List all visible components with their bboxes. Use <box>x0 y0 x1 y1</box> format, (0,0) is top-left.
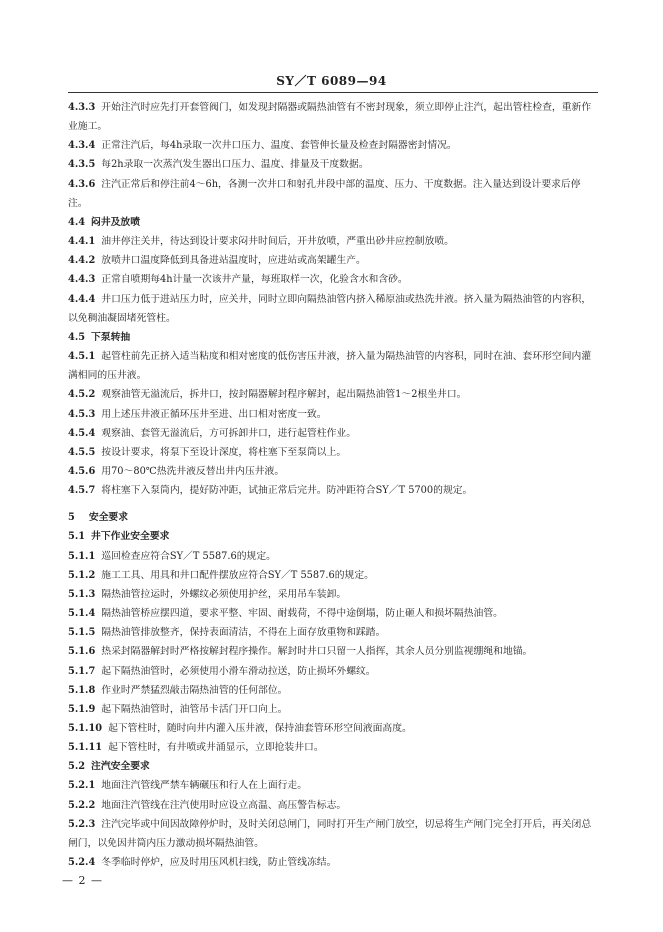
clause-number: 4.5.4 <box>68 427 96 439</box>
clause-number: 4.3.3 <box>68 102 96 113</box>
clause-text: 冬季临时停炉，应及时用压风机扫线，防止管线冻结。 <box>101 857 337 869</box>
clause-number: 5.2.3 <box>68 818 96 830</box>
clause-4-5-1 <box>68 347 598 385</box>
clause-4-5-3 <box>68 405 598 424</box>
clause-4-4-1 <box>68 232 598 251</box>
section-spacer <box>68 500 598 508</box>
clause-number: 5.1.10 <box>68 723 103 734</box>
clause-text: 注汽正常后和停注前4～6h，各测一次井口和射孔井段中部的温度、压力、干度数据。注入量达到设计要求后停注。 <box>68 178 581 209</box>
clause-5-2-2 <box>68 796 598 815</box>
heading-title: 下泵转抽 <box>91 331 131 343</box>
clause-text: 起下隔热油管时，油管吊卡活门开口向上。 <box>101 703 288 715</box>
clause-4-4-2 <box>68 251 598 270</box>
clause-5-1-6 <box>68 642 598 661</box>
heading-5 <box>68 508 598 527</box>
clause-number: 5.2.2 <box>68 799 96 811</box>
heading-title: 安全要求 <box>88 512 129 524</box>
clause-text: 油井停注关井，待达到设计要求闷井时间后，开井放喷，严重出砂井应控制放喷。 <box>101 236 454 248</box>
clause-text: 注汽完毕或中间因故障停炉时，及时关闭总闸门，同时打开生产闸门放空，切忌将生产闸门完全打开后，再关闭总闸门，以免因井筒内压力激动损坏隔热油管。 <box>68 818 592 849</box>
heading-number: 5.1 <box>68 531 86 543</box>
clause-5-1-11 <box>68 738 598 757</box>
clause-5-1-5 <box>68 623 598 642</box>
clause-text: 正常注汽后，每4h录取一次井口压力、温度、套管伸长量及检查封隔器密封情况。 <box>101 140 457 152</box>
heading-title: 注汽安全要求 <box>91 761 150 773</box>
clause-text: 巡回检查应符合SY／T 5587.6的规定。 <box>101 550 276 562</box>
clause-text: 隔热油管拉运时，外螺纹必须使用护丝，采用吊车装卸。 <box>101 588 347 600</box>
clause-4-3-3 <box>68 98 598 136</box>
clause-number: 5.1.6 <box>68 646 96 658</box>
clause-number: 4.3.4 <box>68 140 96 152</box>
clause-text: 将柱塞下入泵筒内，提好防冲距，试抽正常后完井。防冲距符合SY／T 5700的规定。 <box>101 485 473 497</box>
clause-text: 正常自喷期每4h计量一次该井产量，每班取样一次，化验含水和含砂。 <box>101 274 408 286</box>
clause-number: 5.2.1 <box>68 780 96 792</box>
clause-number: 4.3.5 <box>68 159 96 171</box>
clause-4-5-7 <box>68 481 598 500</box>
clause-text: 隔热油管桥应摆四道，要求平整、牢固、耐载荷，不得中途倒塌，防止砸人和损坏隔热油管。 <box>101 608 503 620</box>
heading-number: 5.2 <box>68 761 86 773</box>
clause-number: 5.1.9 <box>68 703 96 715</box>
clause-number: 5.1.4 <box>68 608 96 620</box>
clause-number: 4.5.7 <box>68 485 96 497</box>
clause-text: 热采封隔器解封时严格按解封程序操作。解封时井口只留一人指挥，其余人员分别监视绷绳和地锚。 <box>101 646 533 658</box>
clause-text: 井口压力低于进站压力时，应关井，同时立即向隔热油管内挤入稀原油或热洗井液。挤入量为隔热油管的内容积，以免稠油凝固堵死管柱。 <box>68 293 592 324</box>
clause-number: 5.1.3 <box>68 588 96 600</box>
clause-number: 5.1.1 <box>68 550 96 562</box>
clause-text: 起下隔热油管时，必须使用小滑车滑动拉送，防止损坏外螺纹。 <box>101 665 376 677</box>
clause-number: 4.5.5 <box>68 446 96 458</box>
clause-4-5-5 <box>68 443 598 462</box>
clause-text: 隔热油管排放整齐，保持表面清洁，不得在上面存放重物和踩踏。 <box>101 627 386 639</box>
clause-4-5-2 <box>68 385 598 404</box>
clause-5-1-2 <box>68 566 598 585</box>
clause-number: 4.4.1 <box>68 236 96 248</box>
clause-5-2-3 <box>68 815 598 853</box>
clause-number: 4.4.2 <box>68 255 96 267</box>
heading-title: 闷井及放喷 <box>91 216 141 228</box>
heading-number: 4.4 <box>68 216 86 228</box>
clause-number: 5.1.8 <box>68 684 96 696</box>
clause-text: 观察油、套管无溢流后，方可拆卸井口，进行起管柱作业。 <box>101 427 356 439</box>
clause-number: 4.5.3 <box>68 408 96 420</box>
clause-number: 4.5.2 <box>68 389 96 401</box>
heading-number: 4.5 <box>68 331 86 343</box>
clause-5-2-1 <box>68 776 598 795</box>
header-rule <box>68 92 598 93</box>
clause-5-1-9 <box>68 700 598 719</box>
clause-5-1-7 <box>68 662 598 681</box>
clause-text: 起下管柱时，随时向井内灌入压井液，保持油套管环形空间液面高度。 <box>108 723 412 734</box>
clause-number: 5.1.7 <box>68 665 96 677</box>
heading-5-1 <box>68 527 598 546</box>
heading-5-2 <box>68 757 598 776</box>
heading-4-4 <box>68 213 598 232</box>
clause-number: 4.5.6 <box>68 465 96 477</box>
clause-5-1-3 <box>68 585 598 604</box>
clause-text: 用上述压井液正循环压井至进、出口相对密度一致。 <box>101 408 327 420</box>
clause-text: 施工工具、用具和井口配件摆放应符合SY／T 5587.6的规定。 <box>101 569 374 581</box>
clause-text: 每2h录取一次蒸汽发生器出口压力、温度、排量及干度数据。 <box>101 159 369 171</box>
clause-5-1-8 <box>68 681 598 700</box>
clause-4-3-4 <box>68 136 598 155</box>
clause-4-4-3 <box>68 270 598 289</box>
clause-text: 起下管柱时，有井喷或井涌显示，立即抢装井口。 <box>108 742 324 754</box>
clause-number: 4.3.6 <box>68 178 96 190</box>
clause-number: 4.4.4 <box>68 293 96 305</box>
clause-4-5-4 <box>68 424 598 443</box>
clause-4-3-6 <box>68 175 598 213</box>
document-body <box>68 98 598 872</box>
clause-number: 5.1.11 <box>68 742 103 754</box>
clause-text: 放喷井口温度降低到具备进站温度时，应进站或高架罐生产。 <box>101 255 366 267</box>
clause-4-4-4 <box>68 290 598 328</box>
clause-text: 按设计要求，将泵下至设计深度，将柱塞下至泵筒以上。 <box>101 446 347 458</box>
clause-text: 起管柱前先正挤入适当粘度和相对密度的低伤害压井液，挤入量为隔热油管的内容积，同时在油、套环形空间内灌满相同的压井液。 <box>68 351 592 382</box>
clause-5-2-4 <box>68 853 598 872</box>
clause-text: 开始注汽时应先打开套管阀门，如发现封隔器或隔热油管有不密封现象，须立即停止注汽，起出管柱检查，重新作业施工。 <box>68 102 592 133</box>
clause-5-1-1 <box>68 547 598 566</box>
clause-number: 5.1.2 <box>68 569 96 581</box>
heading-number: 5 <box>68 512 75 524</box>
heading-4-5 <box>68 328 598 347</box>
clause-number: 5.1.5 <box>68 627 96 639</box>
clause-4-5-6 <box>68 462 598 481</box>
clause-5-1-10 <box>68 719 598 738</box>
clause-text: 地面注汽管线严禁车辆碾压和行人在上面行走。 <box>101 780 308 792</box>
clause-text: 用70～80℃热洗井液反替出井内压井液。 <box>101 465 285 477</box>
clause-text: 观察油管无溢流后，拆井口，按封隔器解封程序解封，起出隔热油管1～2根坐井口。 <box>101 389 467 401</box>
clause-text: 作业时严禁猛烈敲击隔热油管的任何部位。 <box>101 684 288 696</box>
clause-number: 4.5.1 <box>68 351 96 363</box>
heading-title: 井下作业安全要求 <box>91 531 170 543</box>
clause-4-3-5 <box>68 155 598 174</box>
clause-5-1-4 <box>68 604 598 623</box>
page-header-title: SY／T 6089—94 <box>276 74 387 88</box>
clause-number: 4.4.3 <box>68 274 96 286</box>
clause-text: 地面注汽管线在注汽使用时应设立高温、高压警告标志。 <box>101 799 347 811</box>
page-number: — 2 — <box>62 874 103 887</box>
clause-number: 5.2.4 <box>68 857 96 869</box>
